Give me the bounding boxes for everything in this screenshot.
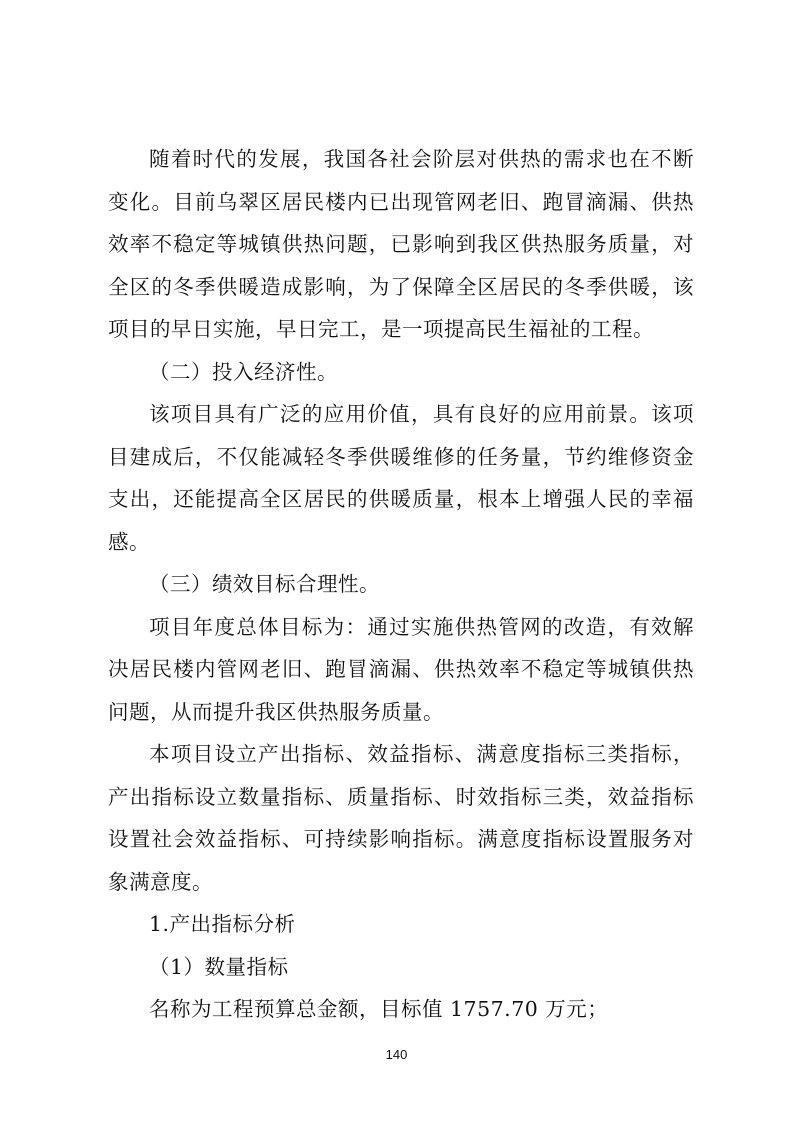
document-body [108,138,694,1031]
paragraph-background: 随着时代的发展，我国各社会阶层对供热的需求也在不断变化。目前乌翠区居民楼内已出现管网老旧、跑冒滴漏、供热效率不稳定等城镇供热问题，已影响到我区供热服务质量，对全区的冬季供暖造成影响，为了保障全区居民的冬季供暖，该项目的早日实施，早日完工，是一项提高民生福祉的工程。 [108,147,694,341]
heading-target-rationality: （三）绩效目标合理性。 [149,572,380,596]
paragraph-annual-goal: 项目年度总体目标为：通过实施供热管网的改造，有效解决居民楼内管网老旧、跑冒滴漏、供热效率不稳定等城镇供热问题，从而提升我区供热服务质量。 [108,614,694,724]
heading-output-analysis: 1.产出指标分析 [149,912,296,936]
heading-quantity-indicator: （1）数量指标 [149,954,289,979]
page-number: 140 [385,1047,408,1062]
paragraph-indicators: 本项目设立产出指标、效益指标、满意度指标三类指标，产出指标设立数量指标、质量指标、时效指标三类，效益指标设置社会效益指标、可持续影响指标。满意度指标设置服务对象满意度。 [108,742,694,894]
heading-input-economy: （二）投入经济性。 [149,359,338,384]
paragraph-economy: 该项目具有广泛的应用价值，具有良好的应用前景。该项目建成后，不仅能减轻冬季供暖维修的任务量，节约维修资金支出，还能提高全区居民的供暖质量，根本上增强人民的幸福感。 [108,402,694,554]
paragraph-budget-target: 名称为工程预算总金额，目标值 1757.70 万元； [149,997,609,1021]
